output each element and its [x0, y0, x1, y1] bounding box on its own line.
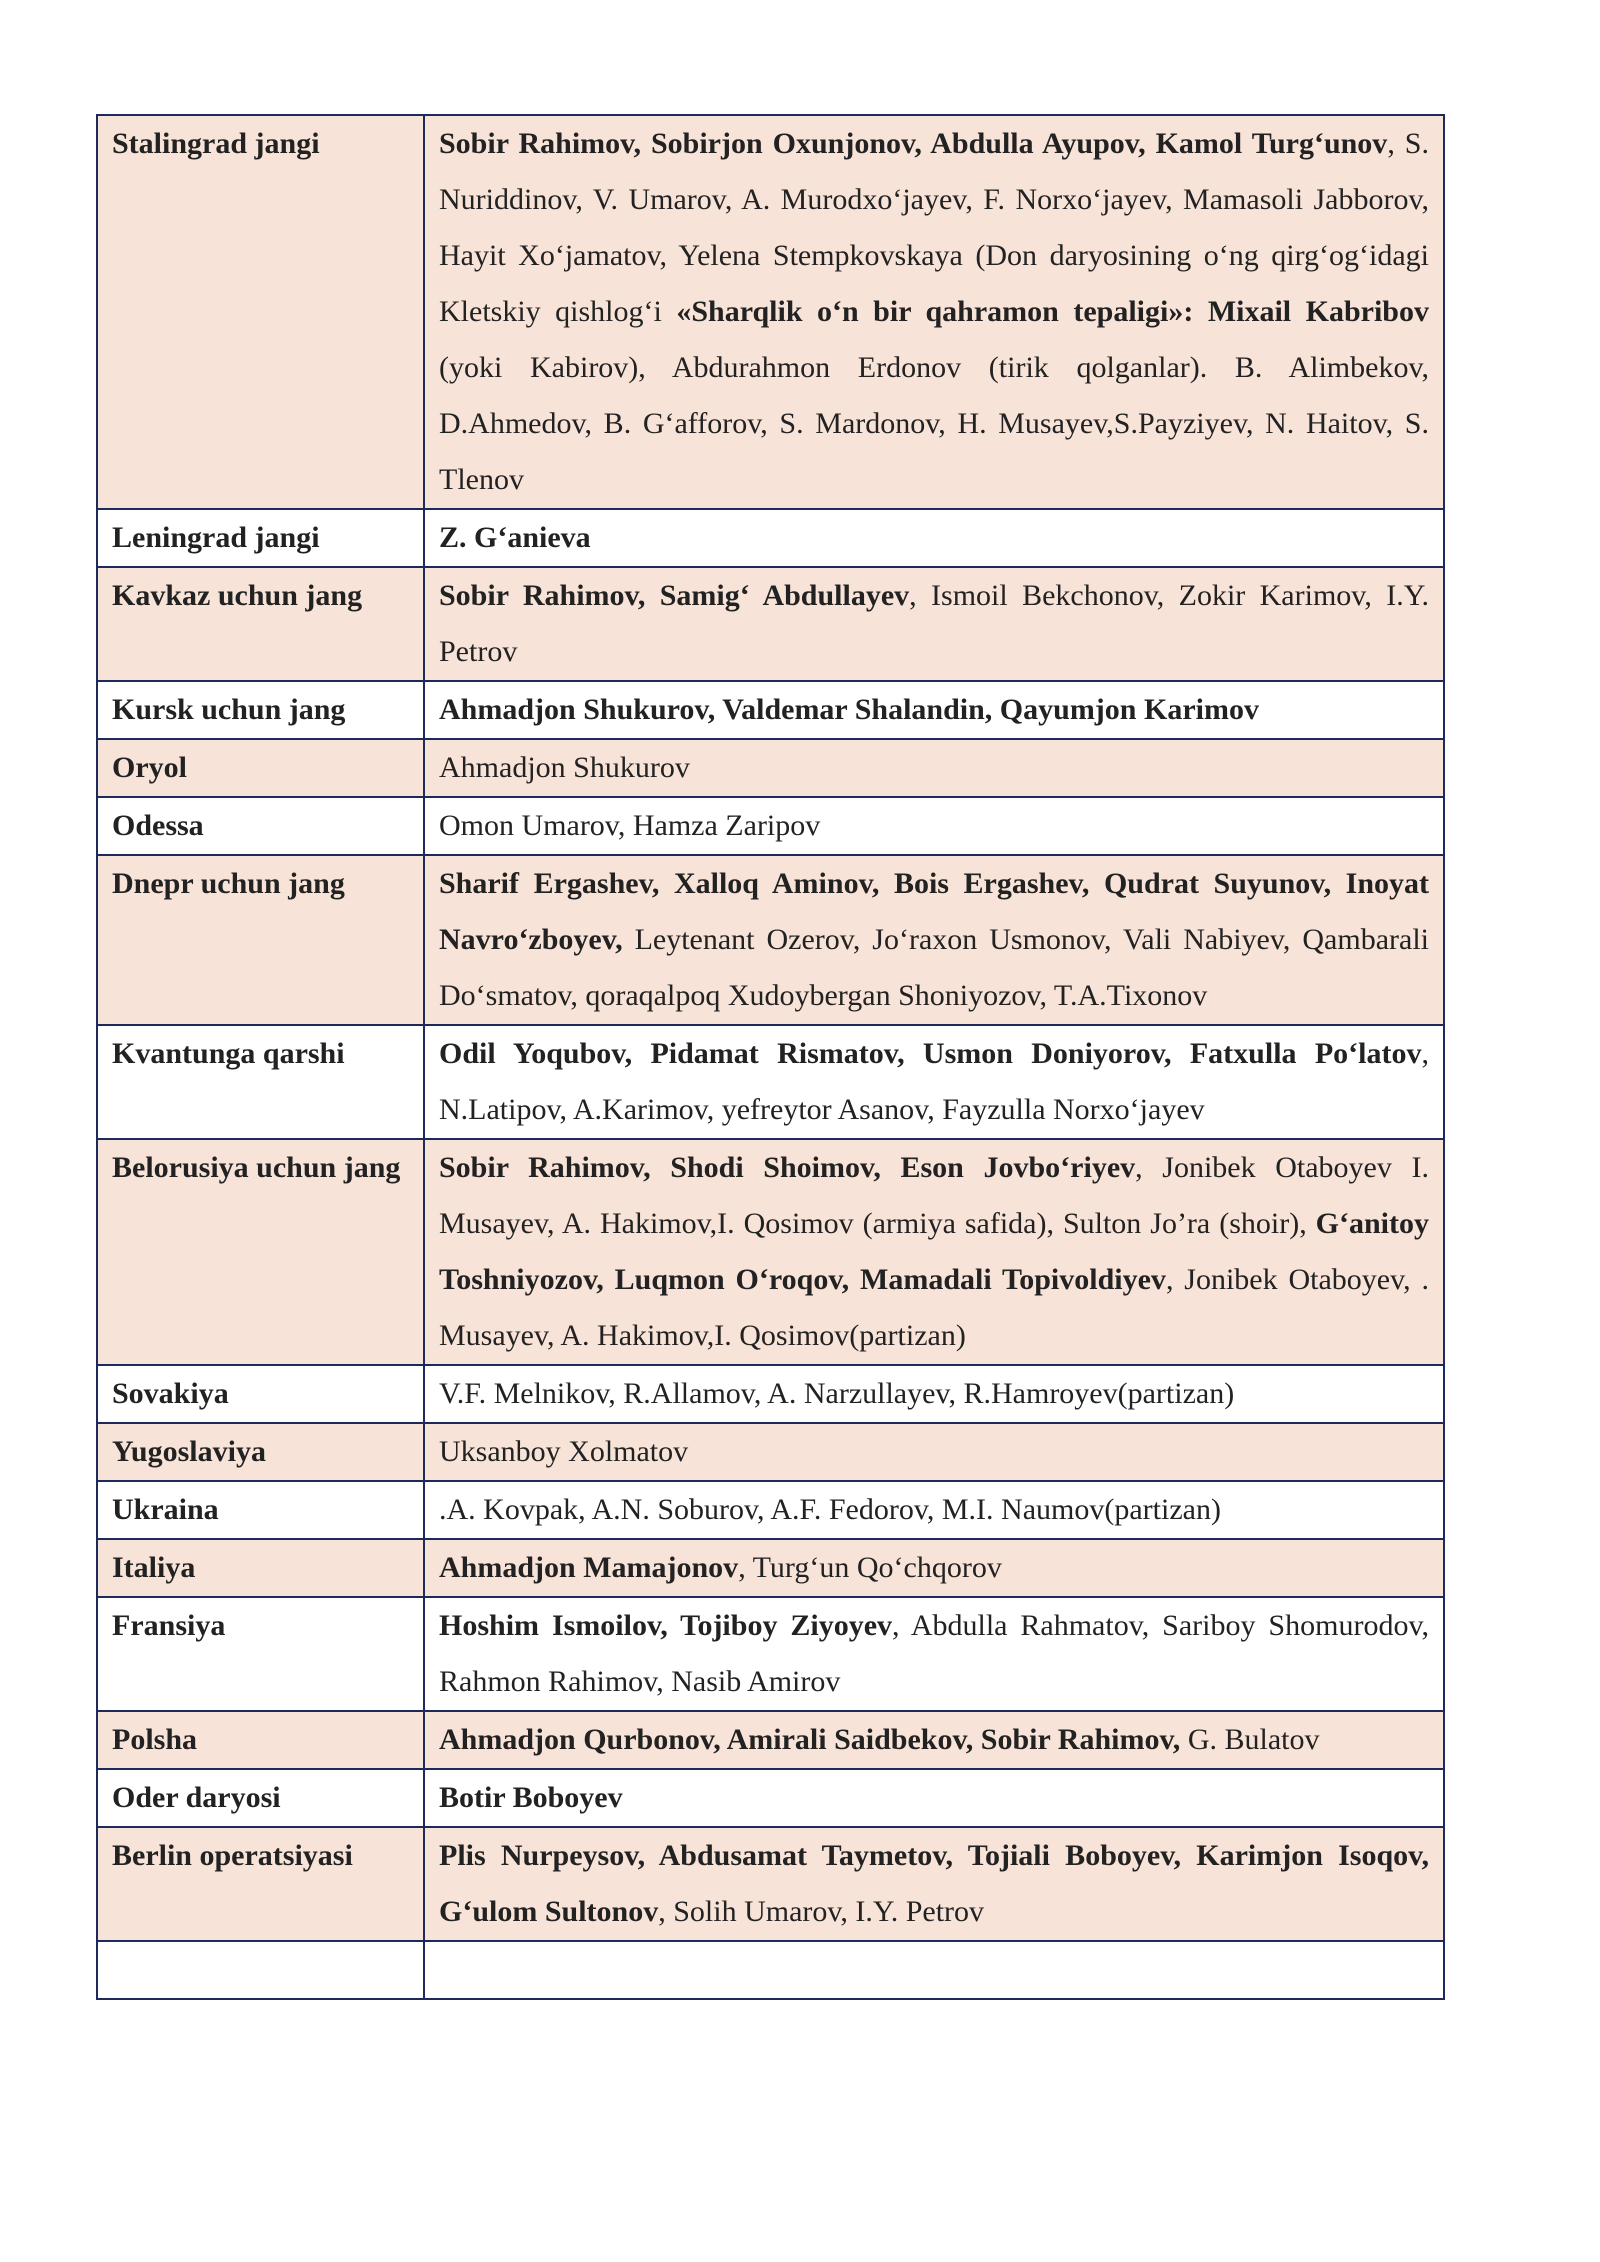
table-row: [97, 509, 1444, 567]
hero-names-bold: Ahmadjon Mamajonov: [439, 1551, 739, 1584]
table-row: [97, 1365, 1444, 1423]
participant-names: , Jonibek Otaboyev, . Musayev, A. Hakimov,I. Qosimov(partizan): [439, 1263, 1429, 1352]
participants-cell: [424, 1711, 1444, 1769]
participant-names: , Abdulla Rahmatov, Sariboy Shomurodov, Rahmon Rahimov, Nasib Amirov: [439, 1609, 1429, 1698]
participants-cell: [424, 1481, 1444, 1539]
participant-names: , Jonibek Otaboyev I. Musayev, A. Hakimov,I. Qosimov (armiya safida), Sulton Jo’ra (shoir),: [439, 1151, 1430, 1240]
participants-cell: [424, 115, 1444, 509]
participants-cell: [424, 1139, 1444, 1365]
hero-names-bold: Ahmadjon Shukurov, Valdemar Shalandin, Qayumjon Karimov: [439, 693, 1259, 726]
table-row: [97, 797, 1444, 855]
participants-cell: [424, 681, 1444, 739]
battle-name-cell: Kavkaz uchun jang: [97, 567, 424, 681]
table-body: [97, 115, 1444, 1999]
hero-names-bold: Plis Nurpeysov, Abdusamat Taymetov, Tojiali Boboyev, Karimjon Isoqov, G‘ulom Sultonov: [439, 1839, 1429, 1928]
participant-names: V.F. Melnikov, R.Allamov, A. Narzullayev, R.Hamroyev(partizan): [439, 1377, 1235, 1410]
participants-cell: [424, 855, 1444, 1025]
participant-names: , N.Latipov, A.Karimov, yefreytor Asanov, Fayzulla Norxo‘jayev: [439, 1037, 1429, 1126]
table-row: [97, 1941, 1444, 1999]
participants-cell: [424, 1827, 1444, 1941]
battle-name-cell: Kursk uchun jang: [97, 681, 424, 739]
hero-names-bold: G‘anitoy Toshniyozov, Luqmon O‘roqov, Mamadali Topivoldiyev: [439, 1207, 1429, 1296]
hero-names-bold: Sobir Rahimov, Sobirjon Oxunjonov, Abdulla Ayupov, Kamol Turg‘unov: [439, 127, 1388, 160]
participant-names: , Ismoil Bekchonov, Zokir Karimov, I.Y. Petrov: [439, 579, 1429, 668]
participant-names: , S. Nuriddinov, V. Umarov, A. Murodxo‘jayev, F. Norxo‘jayev, Mamasoli Jabborov, Hayit Xo‘jamatov, Yelena Stempkovskaya (Don daryosining o‘ng qirg‘og‘idagi Kletskiy qishlog‘i: [439, 127, 1429, 328]
participants-cell: [424, 1539, 1444, 1597]
battle-name-cell: Odessa: [97, 797, 424, 855]
participant-names: Omon Umarov, Hamza Zaripov: [439, 809, 821, 842]
battles-table: [96, 114, 1445, 2000]
document-page: [96, 114, 1443, 2000]
table-row: [97, 1025, 1444, 1139]
participants-cell: [424, 567, 1444, 681]
participant-names: (yoki Kabirov), Abdurahmon Erdonov (tirik qolganlar). B. Alimbekov, D.Ahmedov, B. G‘afforov, S. Mardonov, H. Musayev,S.Payziyev, N. Haitov, S. Tlenov: [439, 351, 1429, 496]
participants-cell: [424, 509, 1444, 567]
participants-cell: [424, 1365, 1444, 1423]
battle-name-cell: Oryol: [97, 739, 424, 797]
hero-names-bold: Botir Boboyev: [439, 1781, 623, 1814]
battle-name-cell: Belorusiya uchun jang: [97, 1139, 424, 1365]
battle-name-cell: [97, 1941, 424, 1999]
battle-name-cell: Italiya: [97, 1539, 424, 1597]
participants-cell: [424, 1423, 1444, 1481]
battle-name-cell: Dnepr uchun jang: [97, 855, 424, 1025]
participant-names: , Turg‘un Qo‘chqorov: [738, 1551, 1002, 1584]
table-row: [97, 1139, 1444, 1365]
hero-names-bold: Sharif Ergashev, Xalloq Aminov, Bois Ergashev, Qudrat Suyunov, Inoyat Navro‘zboyev,: [439, 867, 1429, 956]
hero-names-bold: Z. G‘anieva: [439, 521, 591, 554]
table-row: [97, 1539, 1444, 1597]
hero-names-bold: Odil Yoqubov, Pidamat Rismatov, Usmon Doniyorov, Fatxulla Po‘latov: [439, 1037, 1422, 1070]
battle-name-cell: Stalingrad jangi: [97, 115, 424, 509]
battle-name-cell: Leningrad jangi: [97, 509, 424, 567]
participant-names: , Solih Umarov, I.Y. Petrov: [658, 1895, 985, 1928]
table-row: [97, 1769, 1444, 1827]
participant-names: .A. Kovpak, A.N. Soburov, A.F. Fedorov, M.I. Naumov(partizan): [439, 1493, 1221, 1526]
hero-names-bold: Sobir Rahimov, Samig‘ Abdullayev: [439, 579, 910, 612]
table-row: [97, 115, 1444, 509]
participants-cell: [424, 1941, 1444, 1999]
battle-name-cell: Oder daryosi: [97, 1769, 424, 1827]
participant-names: Leytenant Ozerov, Jo‘raxon Usmonov, Vali Nabiyev, Qambarali Do‘smatov, qoraqalpoq Xudoybergan Shoniyozov, T.A.Tixonov: [439, 923, 1429, 1012]
battle-name-cell: Fransiya: [97, 1597, 424, 1711]
table-row: [97, 1827, 1444, 1941]
participant-names: Ahmadjon Shukurov: [439, 751, 690, 784]
table-row: [97, 567, 1444, 681]
participant-names: Uksanboy Xolmatov: [439, 1435, 689, 1468]
battle-name-cell: Kvantunga qarshi: [97, 1025, 424, 1139]
table-row: [97, 1711, 1444, 1769]
battle-name-cell: Yugoslaviya: [97, 1423, 424, 1481]
table-row: [97, 681, 1444, 739]
table-row: [97, 855, 1444, 1025]
hero-names-bold: Sobir Rahimov, Shodi Shoimov, Eson Jovbo‘riyev: [439, 1151, 1136, 1184]
hero-names-bold: Hoshim Ismoilov, Tojiboy Ziyoyev: [439, 1609, 893, 1642]
battle-name-cell: Polsha: [97, 1711, 424, 1769]
participants-cell: [424, 1025, 1444, 1139]
table-row: [97, 1423, 1444, 1481]
participants-cell: [424, 797, 1444, 855]
table-row: [97, 1597, 1444, 1711]
participants-cell: [424, 1597, 1444, 1711]
battle-name-cell: Ukraina: [97, 1481, 424, 1539]
battle-name-cell: Sovakiya: [97, 1365, 424, 1423]
participant-names: G. Bulatov: [1180, 1723, 1320, 1756]
hero-names-bold: «Sharqlik o‘n bir qahramon tepaligi»: Mixail Kabribov: [676, 295, 1429, 328]
participants-cell: [424, 739, 1444, 797]
table-row: [97, 739, 1444, 797]
battle-name-cell: Berlin operatsiyasi: [97, 1827, 424, 1941]
participants-cell: [424, 1769, 1444, 1827]
table-row: [97, 1481, 1444, 1539]
hero-names-bold: Ahmadjon Qurbonov, Amirali Saidbekov, Sobir Rahimov,: [439, 1723, 1181, 1756]
